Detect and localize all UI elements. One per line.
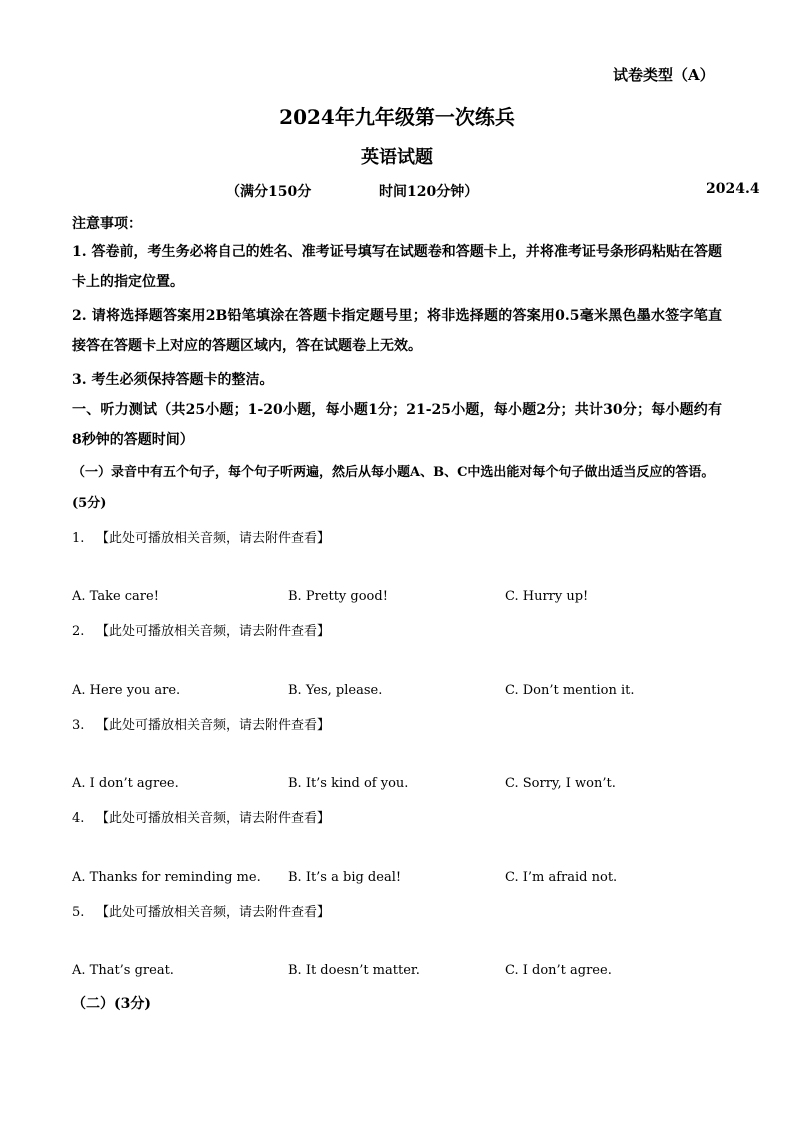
option-a: A. Here you are. (72, 683, 181, 698)
exam-title: 2024年九年级第一次练兵 (279, 105, 515, 129)
question-3 (72, 714, 330, 733)
option-c: C. Don’t mention it. (505, 683, 635, 698)
listening-part1-instructions: （一）录音中有五个句子，每个句子听两遍，然后从每小题A、B、C中选出能对每个句子做出适当反应的答语。(5分) (72, 465, 715, 511)
option-b: B. Pretty good! (288, 589, 388, 604)
listening-part2-heading: （二）(3分) (72, 996, 151, 1012)
option-c: C. Sorry, I won’t. (505, 776, 616, 791)
option-b: B. Yes, please. (288, 683, 383, 698)
note-item-1: 1. 答卷前，考生务必将自己的姓名、准考证号填写在试题卷和答题卡上，并将准考证号条形码粘贴在答题卡上的指定位置。 (72, 244, 722, 290)
option-b: B. It’s a big deal! (288, 870, 402, 885)
paper-type-label: 试卷类型（A） (613, 66, 715, 84)
question-number: 3. (72, 718, 85, 733)
exam-subject: 英语试题 (361, 147, 433, 168)
question-number: 2. (72, 624, 85, 639)
audio-prompt: 【此处可播放相关音频，请去附件查看】 (96, 624, 331, 639)
question-4 (72, 807, 330, 826)
full-score-info: （满分150分 (226, 184, 312, 200)
option-c: C. I don’t agree. (505, 963, 612, 978)
exam-date: 2024.4 (706, 181, 760, 197)
listening-section-heading: 一、听力测试（共25小题；1-20小题，每小题1分；21-25小题，每小题2分；共计30分；每小题约有8秒钟的答题时间） (72, 402, 722, 448)
option-b: B. It doesn’t matter. (288, 963, 420, 978)
option-c: C. Hurry up! (505, 589, 589, 604)
audio-prompt: 【此处可播放相关音频，请去附件查看】 (96, 531, 331, 546)
time-limit-info: 时间120分钟） (379, 184, 479, 200)
note-item-2: 2. 请将选择题答案用2B铅笔填涂在答题卡指定题号里；将非选择题的答案用0.5毫米黑色墨水签字笔直接答在答题卡上对应的答题区域内，答在试题卷上无效。 (72, 308, 722, 354)
note-item-3: 3. 考生必须保持答题卡的整洁。 (72, 372, 274, 388)
question-5 (72, 901, 330, 920)
option-a: A. I don’t agree. (72, 776, 179, 791)
option-c: C. I’m afraid not. (505, 870, 618, 885)
audio-prompt: 【此处可播放相关音频，请去附件查看】 (96, 811, 331, 826)
question-1 (72, 527, 330, 546)
audio-prompt: 【此处可播放相关音频，请去附件查看】 (96, 905, 331, 920)
question-2 (72, 620, 330, 639)
question-number: 4. (72, 811, 85, 826)
question-number: 5. (72, 905, 85, 920)
notes-heading: 注意事项： (72, 216, 142, 232)
option-a: A. Take care! (72, 589, 159, 604)
option-a: A. That’s great. (72, 963, 174, 978)
option-b: B. It’s kind of you. (288, 776, 409, 791)
audio-prompt: 【此处可播放相关音频，请去附件查看】 (96, 718, 331, 733)
question-number: 1. (72, 531, 85, 546)
option-a: A. Thanks for reminding me. (72, 870, 261, 885)
